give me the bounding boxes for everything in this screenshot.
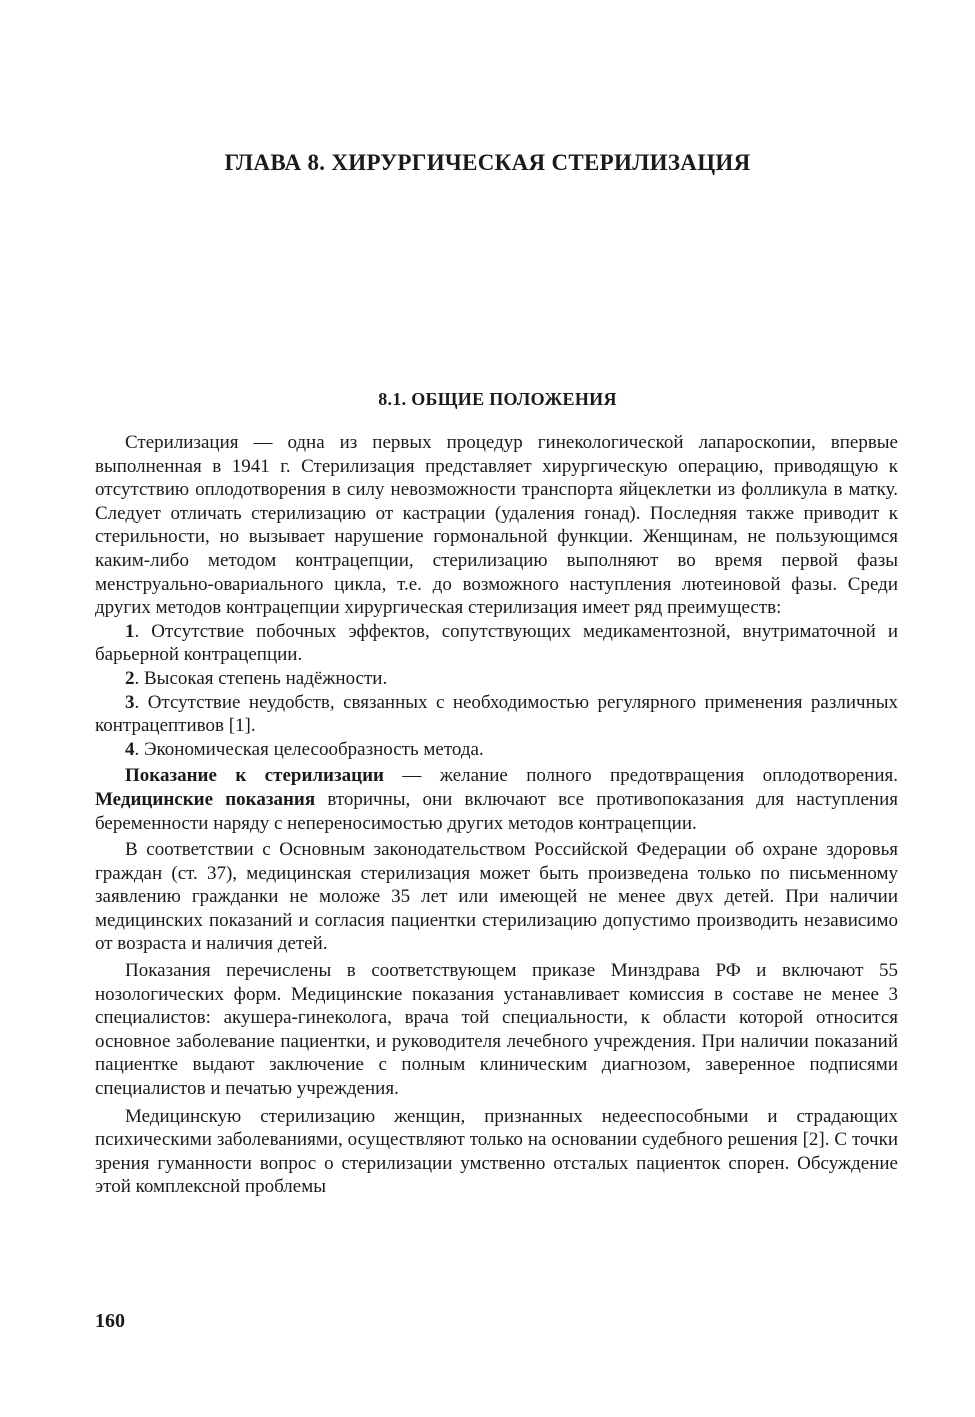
chapter-title: ГЛАВА 8. ХИРУРГИЧЕСКАЯ СТЕРИЛИЗАЦИЯ: [224, 150, 751, 175]
list-item-3: [95, 691, 898, 738]
list-text: . Отсутствие неудобств, связанных с необходимостью регулярного применения различных контрацептивов [1].: [95, 691, 898, 737]
list-text: . Высокая степень надёжности.: [134, 667, 388, 689]
page-number: 160: [95, 1310, 125, 1332]
medical-indications-text: вторичны, они включают все противопоказания для наступления беременности наряду с непереносимостью других методов контрацепции.: [95, 788, 899, 834]
body-text: [95, 431, 898, 1199]
list-item-4: [95, 738, 898, 762]
term-indication: Показание к стерилизации: [125, 765, 384, 787]
list-number: 3: [125, 691, 135, 713]
list-number: 2: [125, 667, 135, 689]
paragraph-intro: Стерилизация — одна из первых процедур гинекологической лапароскопии, впервые выполненная в 1941 г. Стерилизация представляет хирургическую операцию, приводящую к отсутствию оплодотворения в силу невозможности транспорта яйцеклетки из фолликула в матку. Следует отличать стерилизацию от кастрации (удаления гонад). Последняя также приводит к стерильности, но вызывает нарушение гормональной функции. Женщинам, не пользующимся каким-либо методом контрацепции, стерилизацию выполняют во время первой фазы менструально-овариального цикла, т.е. до возможного наступления лютеиновой фазы. Среди других методов контрацепции хирургическая стерилизация имеет ряд преимуществ:: [95, 432, 898, 619]
list-item-1: [95, 620, 898, 667]
list-item-2: [95, 667, 898, 691]
term-medical-indications: Медицинские показания: [95, 788, 316, 810]
paragraph-order: Показания перечислены в соответствующем приказе Минздрава РФ и включают 55 нозологических форм. Медицинские показания устанавливает комиссия в составе не менее 3 специалистов: акушера-гинеколога, врача той специальности, к области которой относится основное заболевание пациентки, и руководителя лечебного учреждения. При наличии показаний пациентке выдают заключение с полным клиническим диагнозом, заверенное подписями специалистов и печатью учреждения.: [95, 960, 898, 1100]
paragraph-indications: [95, 764, 898, 835]
paragraph-law: В соответствии с Основным законодательством Российской Федерации об охране здоровья граждан (ст. 37), медицинская стерилизация может быть произведена только по письменному заявлению гражданки не моложе 35 лет или имеющей не менее двух детей. При наличии медицинских показаний и согласия пациентки стерилизацию допустимо производить независимо от возраста и наличия детей.: [95, 839, 898, 955]
paragraph-incapacitated: Медицинскую стерилизацию женщин, признанных недееспособными и страдающих психическими заболеваниями, осуществляют только на основании судебного решения [2]. С точки зрения гуманности вопрос о стерилизации умственно отсталых пациенток спорен. Обсуждение этой комплексной проблемы: [95, 1105, 898, 1198]
indication-text: — желание полного предотвращения оплодотворения.: [383, 765, 898, 787]
list-number: 1: [125, 620, 135, 642]
list-number: 4: [125, 738, 135, 760]
section-title: 8.1. ОБЩИЕ ПОЛОЖЕНИЯ: [378, 389, 617, 409]
list-text: . Отсутствие побочных эффектов, сопутствующих медикаментозной, внутриматочной и барьерной контрацепции.: [95, 620, 898, 666]
list-text: . Экономическая целесообразность метода.: [134, 738, 484, 760]
